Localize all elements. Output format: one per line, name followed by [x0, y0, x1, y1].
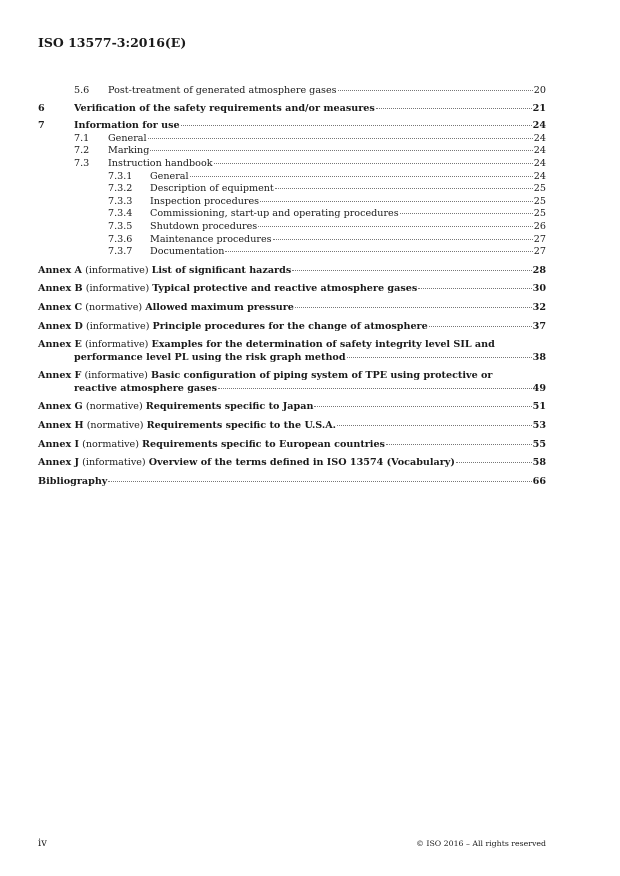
toc-entry-number: 7.3.2	[108, 183, 133, 195]
annex-label: Annex J	[38, 457, 80, 469]
dot-leader	[214, 163, 533, 164]
toc-entry-7-3-1[interactable]	[38, 171, 546, 184]
annex-page: 58	[532, 457, 546, 469]
toc-entry-page: 24	[533, 132, 546, 144]
toc-entry-7-3[interactable]	[38, 158, 546, 171]
toc-entry-page: 25	[533, 183, 546, 195]
annex-label: Annex I	[38, 438, 80, 450]
annex-title-line1: Basic configuration of piping system of TPE using protective or	[150, 370, 493, 382]
toc-entry-number: 7.1	[74, 132, 90, 144]
dot-leader	[292, 270, 531, 271]
toc-entry-title: General	[150, 170, 189, 182]
dot-leader	[108, 481, 531, 482]
annex-page: 38	[532, 351, 546, 363]
toc-annex-h[interactable]	[38, 420, 546, 433]
annex-label: Annex B	[38, 283, 83, 295]
dot-leader	[347, 357, 532, 358]
dot-leader	[456, 462, 532, 463]
toc-entry-7-2[interactable]	[38, 145, 546, 158]
toc-entry-number: 7.3.7	[108, 246, 133, 258]
annex-page: 30	[532, 283, 546, 295]
toc-annex-e[interactable]	[38, 339, 546, 364]
toc-annex-f[interactable]	[38, 370, 546, 395]
dot-leader	[295, 307, 532, 308]
dot-leader	[258, 226, 533, 227]
dot-leader	[260, 201, 533, 202]
toc-entry-7-1[interactable]	[38, 133, 546, 146]
annex-kind: (informative)	[85, 283, 150, 295]
toc-annex-b[interactable]	[38, 283, 546, 296]
dot-leader	[181, 125, 532, 126]
annex-title: Overview of the terms defined in ISO 13574 (Vocabulary)	[148, 457, 455, 469]
annex-label: Annex E	[38, 339, 82, 351]
toc-annex-i[interactable]	[38, 439, 546, 452]
toc-entry-7-3-6[interactable]	[38, 234, 546, 247]
toc-entry-page: 25	[533, 195, 546, 207]
annex-label: Annex C	[38, 301, 83, 313]
annex-page: 51	[532, 401, 546, 413]
document-id-header: ISO 13577-3:2016(E)	[38, 35, 187, 50]
annex-label: Annex G	[38, 401, 83, 413]
toc-entry-7-3-5[interactable]	[38, 221, 546, 234]
table-of-contents	[38, 85, 546, 488]
toc-entry-title: Commissioning, start-up and operating procedures	[150, 208, 399, 220]
toc-entry-number: 7.3.5	[108, 220, 133, 232]
dot-leader	[338, 90, 533, 91]
toc-entry-title: Information for use	[74, 120, 180, 132]
dot-leader	[376, 108, 532, 109]
annex-kind: (normative)	[82, 438, 139, 450]
dot-leader	[275, 188, 533, 189]
annex-title: Requirements specific to the U.S.A.	[146, 420, 337, 432]
toc-annex-d[interactable]	[38, 321, 546, 334]
toc-annex-a[interactable]	[38, 265, 546, 278]
toc-entry-title: Description of equipment	[150, 183, 274, 195]
toc-entry-page: 27	[533, 233, 546, 245]
annex-kind: (informative)	[82, 457, 146, 469]
annex-kind: (informative)	[84, 370, 148, 382]
annex-title: Requirements specific to Japan	[145, 401, 314, 413]
toc-entry-7-3-4[interactable]	[38, 208, 546, 221]
annex-page: 49	[532, 382, 546, 394]
annex-kind: (normative)	[85, 401, 143, 413]
toc-entry-page: 25	[533, 208, 546, 220]
toc-entry-number: 7.3.1	[108, 170, 133, 182]
toc-annex-g[interactable]	[38, 401, 546, 414]
toc-entry-7-3-2[interactable]	[38, 183, 546, 196]
toc-entry-number: 7.3.3	[108, 195, 133, 207]
annex-page: 32	[532, 301, 546, 313]
dot-leader	[218, 388, 532, 389]
annex-title: Requirements specific to European countries	[142, 438, 385, 450]
toc-annex-c[interactable]	[38, 302, 546, 315]
dot-leader	[273, 239, 533, 240]
toc-entry-title: Shutdown procedures	[150, 220, 258, 232]
annex-kind: (normative)	[86, 420, 144, 432]
annex-page: 53	[532, 420, 546, 432]
toc-entry-6[interactable]	[38, 103, 546, 116]
annex-page: 37	[532, 320, 546, 332]
footer-copyright: © ISO 2016 – All rights reserved	[416, 839, 546, 848]
dot-leader	[429, 326, 532, 327]
toc-entry-number: 7.3	[74, 157, 90, 169]
annex-label: Annex D	[38, 320, 83, 332]
toc-bibliography[interactable]	[38, 476, 546, 489]
annex-title: Principle procedures for the change of atmosphere	[152, 320, 428, 332]
dot-leader	[418, 288, 531, 289]
toc-entry-7-3-7[interactable]	[38, 246, 546, 259]
toc-entry-page: 27	[533, 246, 546, 258]
toc-entry-title: Instruction handbook	[108, 157, 213, 169]
toc-entry-title: Verification of the safety requirements and/or measures	[74, 102, 375, 114]
dot-leader	[314, 406, 531, 407]
dot-leader	[150, 150, 532, 151]
toc-entry-title: General	[108, 132, 147, 144]
dot-leader	[190, 176, 533, 177]
annex-label: Annex H	[38, 420, 84, 432]
toc-entry-title: Documentation	[150, 246, 225, 258]
toc-entry-7-3-3[interactable]	[38, 196, 546, 209]
toc-annex-j[interactable]	[38, 457, 546, 470]
annex-title-line1: Examples for the determination of safety integrity level SIL and	[151, 339, 495, 351]
toc-entry-5-6[interactable]	[38, 85, 546, 98]
toc-entry-number: 6	[38, 102, 45, 114]
footer-page-number: iv	[38, 838, 47, 849]
dot-leader	[225, 251, 532, 252]
toc-entry-title: Post-treatment of generated atmosphere gases	[108, 85, 337, 96]
annex-title-line2: reactive atmosphere gases	[74, 382, 218, 394]
bibliography-page: 66	[532, 475, 546, 487]
annex-title: List of significant hazards	[151, 264, 292, 276]
toc-entry-title: Maintenance procedures	[150, 233, 272, 245]
toc-entry-page: 20	[533, 85, 546, 96]
toc-entry-number: 7.3.4	[108, 208, 133, 220]
annex-title: Allowed maximum pressure	[145, 301, 294, 313]
toc-entry-number: 7.2	[74, 145, 90, 157]
toc-entry-page: 24	[533, 157, 546, 169]
dot-leader	[148, 138, 533, 139]
toc-entry-number: 5.6	[74, 85, 90, 96]
annex-label: Annex F	[38, 370, 82, 382]
dot-leader	[386, 444, 532, 445]
annex-kind: (informative)	[85, 264, 149, 276]
toc-entry-page: 24	[532, 120, 546, 132]
toc-entry-number: 7.3.6	[108, 233, 133, 245]
toc-entry-number: 7	[38, 120, 45, 132]
toc-entry-page: 24	[533, 170, 546, 182]
annex-title: Typical protective and reactive atmosphere gases	[152, 283, 418, 295]
annex-kind: (informative)	[85, 320, 150, 332]
annex-label: Annex A	[38, 264, 83, 276]
dot-leader	[400, 213, 533, 214]
toc-entry-title: Marking	[108, 145, 150, 157]
toc-entry-7[interactable]	[38, 120, 546, 133]
bibliography-title: Bibliography	[38, 475, 108, 487]
toc-entry-page: 24	[533, 145, 546, 157]
annex-kind: (normative)	[85, 301, 143, 313]
toc-entry-page: 26	[533, 220, 546, 232]
dot-leader	[337, 425, 532, 426]
annex-page: 55	[532, 438, 546, 450]
annex-title-line2: performance level PL using the risk graph method	[74, 351, 346, 363]
annex-page: 28	[532, 264, 546, 276]
toc-entry-page: 21	[532, 102, 546, 114]
toc-entry-title: Inspection procedures	[150, 195, 260, 207]
annex-kind: (informative)	[84, 339, 149, 351]
